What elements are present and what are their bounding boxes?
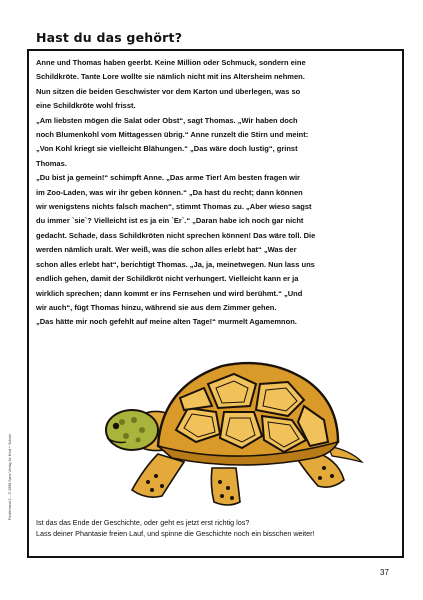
story-line: gedacht. Schade, dass Schildkröten nicht sprechen können! Das wäre toll. Die	[36, 230, 316, 240]
task-instructions	[36, 518, 396, 539]
story-line: du immer `sie`? Vielleicht ist es ja ein `Er`.“ „Daran habe ich noch gar nicht	[36, 216, 304, 226]
page-number: 37	[380, 568, 389, 577]
story-line: „Das hätte mir noch gefehlt auf meine alten Tage!“ murmelt Agamemnon.	[36, 317, 297, 327]
story-line: „Von Kohl kriegt sie vielleicht Blähungen.“ „Das wäre doch lustig“, grinst	[36, 144, 298, 154]
story-line: eine Schildkröte wohl frisst.	[36, 101, 136, 111]
turtle-middle-leg	[211, 468, 240, 505]
story-line: im Zoo-Laden, was wir ihr geben können.“ „Da hast du recht; dann können	[36, 187, 303, 197]
story-line: wir wenigstens nichts falsch machen“, stimmt Thomas zu. „Aber wieso sagst	[36, 202, 312, 212]
story-line: Nun sitzen die beiden Geschwister vor dem Karton und überlegen, was so	[36, 86, 301, 96]
turtle-illustration	[92, 350, 364, 510]
story-line: wirklich sprechen; dann kommt er ins Fernsehen und wird berühmt.“ „Und	[36, 288, 303, 298]
story-line: wir auch“, fügt Thomas hinzu, während sie aus dem Zimmer gehen.	[36, 302, 277, 312]
story-text	[36, 56, 396, 330]
story-line: Anne und Thomas haben geerbt. Keine Million oder Schmuck, sondern eine	[36, 58, 306, 67]
turtle-head	[106, 410, 158, 450]
turtle-eye	[113, 423, 119, 429]
task-line: Lass deiner Phantasie freien Lauf, und spinne die Geschichte noch ein bisschen weiter!	[36, 528, 315, 538]
story-line: Thomas.	[36, 158, 67, 168]
story-line: endlich gehen, damit der Schildkröt nicht verhungert. Vielleicht kann er ja	[36, 274, 299, 284]
story-line: noch Blumenkohl vom Mittagessen übrig.“ Anne runzelt die Stirn und meint:	[36, 130, 309, 140]
story-line: schon alles erlebt hat“, berichtigt Thomas. „Ja, ja, meinetwegen. Nun lass uns	[36, 259, 315, 269]
title-bar	[27, 28, 404, 50]
page-title: Hast du das gehört?	[36, 30, 183, 45]
story-line: „Du bist ja gemein!“ schimpft Anne. „Das arme Tier! Am besten fragen wir	[36, 173, 300, 183]
copyright-credit: Förderband 2 – © 1998 Sans Verlag für Kind + Schule	[8, 433, 12, 520]
turtle-front-leg	[132, 454, 184, 497]
task-line: Ist das das Ende der Geschichte, oder geht es jetzt erst richtig los?	[36, 518, 250, 527]
story-line: werden nämlich uralt. Wer weiß, was die schon alles erlebt hat“ „Was der	[36, 245, 297, 255]
story-line: Schildkröte. Tante Lore wollte sie nämlich nicht mit ins Altersheim nehmen.	[36, 72, 305, 82]
story-line: „Am liebsten mögen die Salat oder Obst“, sagt Thomas. „Wir haben doch	[36, 115, 298, 125]
